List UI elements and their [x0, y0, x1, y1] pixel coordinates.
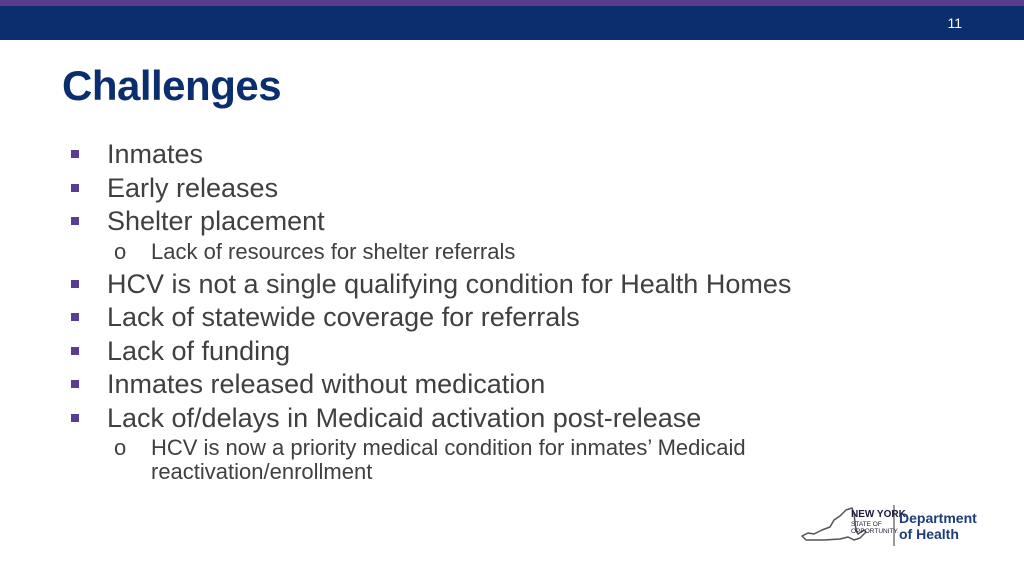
bullet-text: Early releases — [107, 172, 279, 203]
square-bullet-icon — [71, 217, 79, 225]
square-bullet-icon — [71, 414, 79, 422]
slide-title: Challenges — [62, 62, 282, 109]
bullet-list — [70, 138, 970, 488]
square-bullet-icon — [71, 380, 79, 388]
bullet-item — [70, 335, 970, 369]
bullet-item — [70, 172, 970, 206]
bullet-item — [70, 368, 970, 402]
bullet-item — [70, 138, 970, 172]
logo-line-opportunity: OPPORTUNITY. — [851, 528, 899, 535]
square-bullet-icon — [71, 347, 79, 355]
bullet-item — [70, 402, 970, 436]
bullet-text: Lack of funding — [107, 335, 291, 366]
bullet-item — [70, 268, 970, 302]
bullet-text: Inmates released without medication — [107, 369, 546, 399]
square-bullet-icon — [71, 184, 79, 192]
bullet-text: HCV is not a single qualifying condition for Health Homes — [107, 268, 792, 299]
nys-department-of-health-logo — [794, 500, 994, 550]
square-bullet-icon — [71, 280, 79, 288]
sub-bullet-item — [70, 436, 970, 484]
bullet-text: Lack of/delays in Medicaid activation post-release — [107, 402, 702, 433]
sub-bullet-item — [70, 240, 970, 264]
slide-number: 11 — [947, 15, 962, 31]
square-bullet-icon — [71, 313, 79, 321]
header-bar — [0, 6, 1024, 40]
logo-department: Department — [899, 510, 977, 526]
logo-line-state-of: STATE OF — [851, 521, 882, 528]
bullet-text: Lack of statewide coverage for referrals — [107, 302, 580, 332]
bullet-item — [70, 301, 970, 335]
bullet-text: Inmates — [107, 139, 204, 169]
bullet-item — [70, 205, 970, 239]
logo-line-new-york: NEW YORK — [851, 509, 906, 520]
sub-bullet-text: HCV is now a priority medical condition for inmates’ Medicaid reactivation/enrollment — [151, 435, 746, 484]
circle-bullet-icon: o — [114, 238, 127, 264]
sub-bullet-text: Lack of resources for shelter referrals — [151, 238, 516, 264]
square-bullet-icon — [71, 150, 79, 158]
circle-bullet-icon: o — [114, 435, 127, 460]
bullet-text: Shelter placement — [107, 206, 325, 236]
logo-of-health: of Health — [899, 526, 959, 542]
